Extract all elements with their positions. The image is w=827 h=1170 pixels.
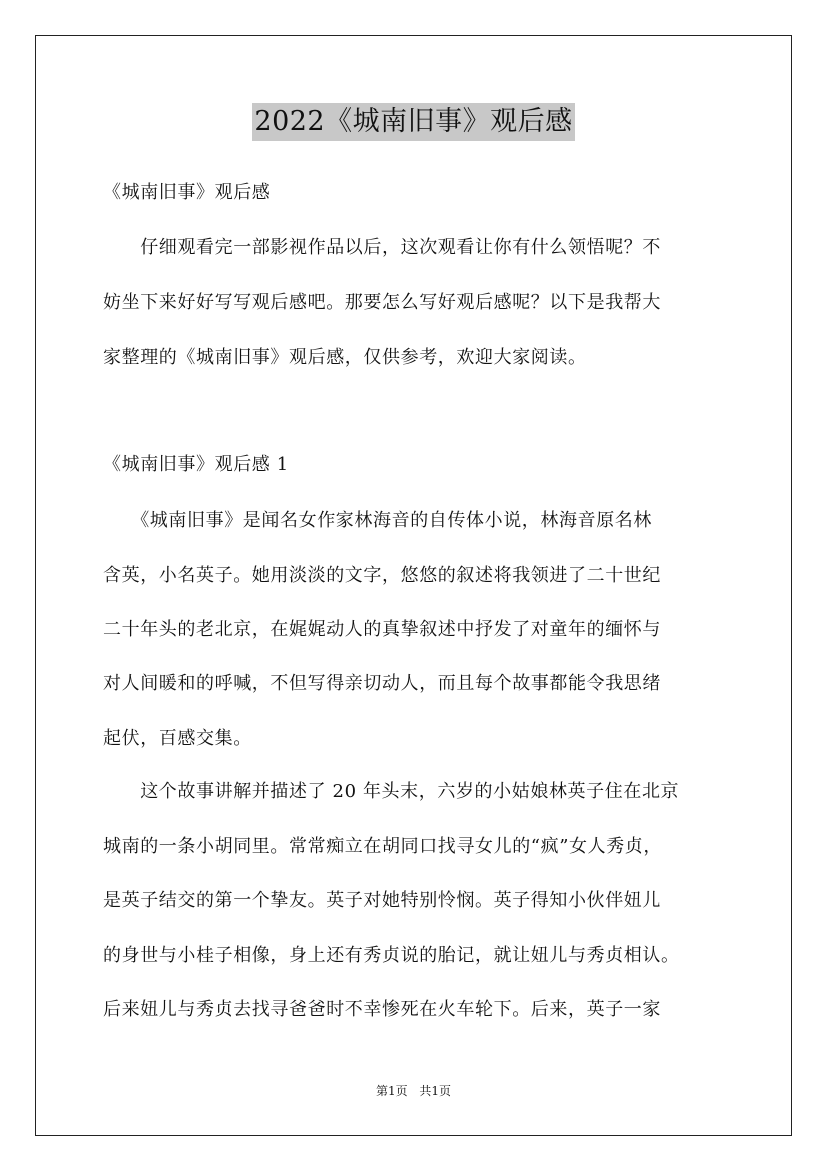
intro-line: 家整理的《城南旧事》观后感，仅供参考，欢迎大家阅读。 <box>103 347 587 368</box>
intro-line: 仔细观看完一部影视作品以后，这次观看让你有什么领悟呢？不 <box>103 237 661 258</box>
paragraph-line: 二十年头的老北京，在娓娓动人的真挚叙述中抒发了对童年的缅怀与 <box>103 619 661 640</box>
paragraph-line: 这个故事讲解并描述了 20 年头末，六岁的小姑娘林英子住在北京 <box>103 781 680 802</box>
paragraph-line: 是英子结交的第一个挚友。英子对她特别怜悯。英子得知小伙伴妞儿 <box>103 890 661 911</box>
page-footer <box>0 1083 827 1099</box>
paragraph-line: 《城南旧事》是闻名女作家林海音的自传体小说，林海音原名林 <box>103 510 652 531</box>
paragraph-line: 的身世与小桂子相像，身上还有秀贞说的胎记，就让妞儿与秀贞相认。 <box>103 945 680 966</box>
page-number: 第1页 <box>375 1084 408 1098</box>
title-container <box>0 103 827 141</box>
subheading: 《城南旧事》观后感 <box>103 182 271 203</box>
intro-line: 妨坐下来好好写写观后感吧。那要怎么写好观后感呢？以下是我帮大 <box>103 292 661 313</box>
paragraph-line: 后来妞儿与秀贞去找寻爸爸时不幸惨死在火车轮下。后来，英子一家 <box>103 999 661 1020</box>
paragraph-line: 城南的一条小胡同里。常常痴立在胡同口找寻女儿的“疯”女人秀贞， <box>103 836 663 857</box>
paragraph-line: 含英，小名英子。她用淡淡的文字，悠悠的叙述将我领进了二十世纪 <box>103 565 661 586</box>
document-title: 2022《城南旧事》观后感 <box>252 103 574 141</box>
page-total: 共1页 <box>419 1084 452 1098</box>
paragraph-line: 对人间暖和的呼喊，不但写得亲切动人，而且每个故事都能令我思绪 <box>103 673 661 694</box>
paragraph-line: 起伏，百感交集。 <box>103 728 252 749</box>
section-heading: 《城南旧事》观后感 1 <box>103 454 289 475</box>
